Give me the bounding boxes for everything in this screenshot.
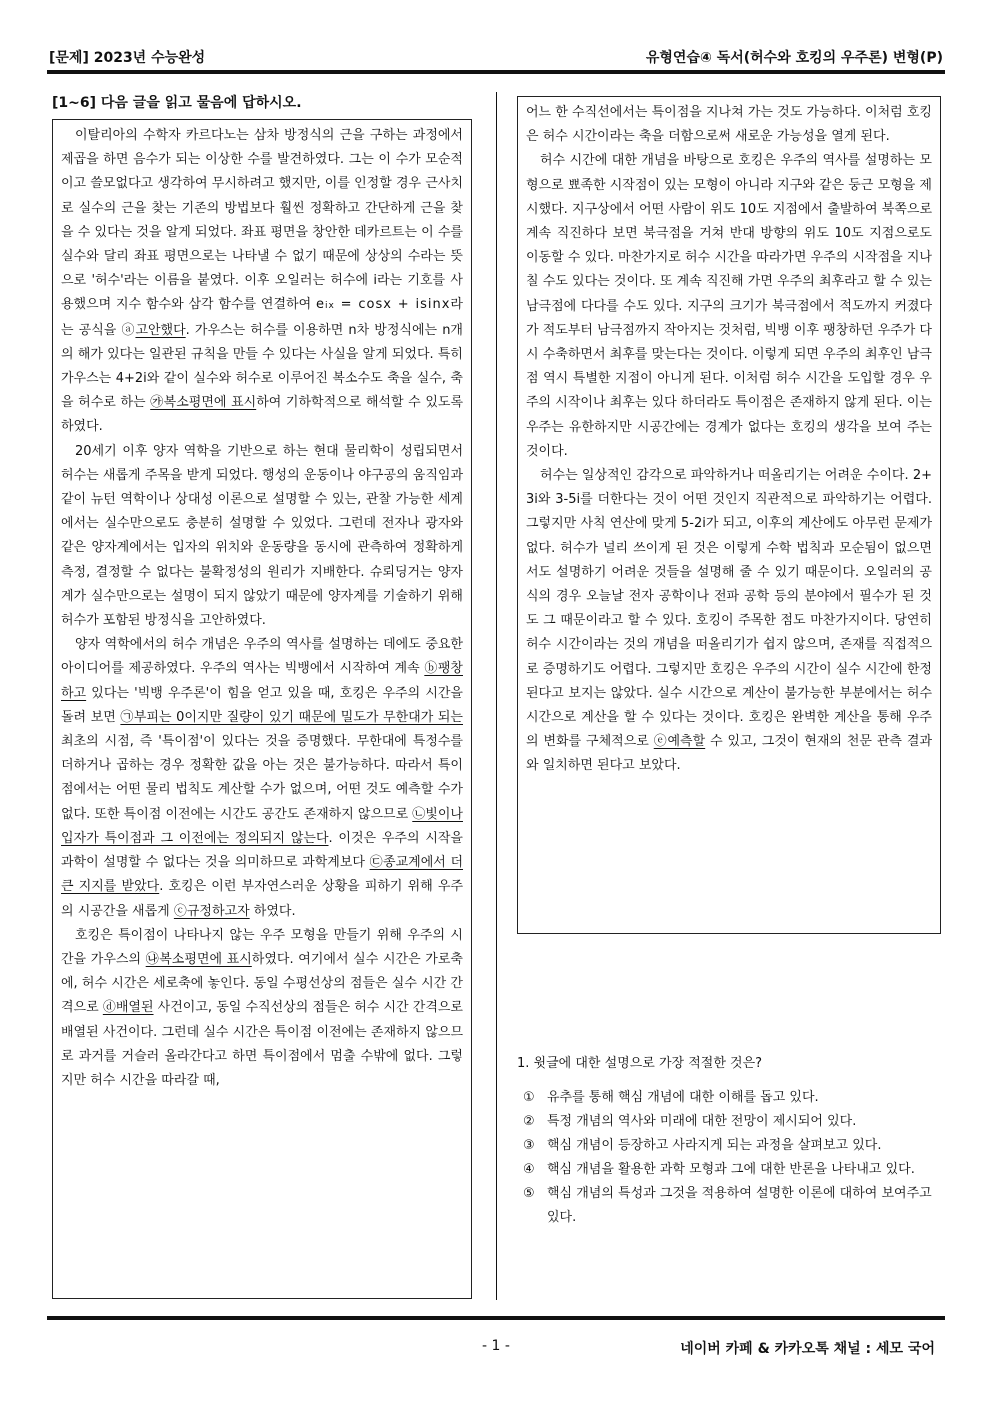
formula-exponent: ix <box>325 301 335 312</box>
column-divider <box>496 92 497 1300</box>
passage-paragraph-6 <box>526 464 932 779</box>
option-number: ② <box>523 1114 535 1129</box>
underlined-b: ⓑ팽창하고 <box>61 661 463 701</box>
paragraph-text: 하여 기하학적으로 해석할 수 있도록 하였다. <box>61 395 463 435</box>
paragraph-text: 수 있고, 그것이 현재의 천문 관측 결과와 일치하면 된다고 보았다. <box>526 734 932 774</box>
underlined-ga: ㉮복소평면에 표시 <box>150 395 257 411</box>
euler-formula <box>316 297 450 312</box>
paragraph-text: 이탈리아의 수학자 카르다노는 삼차 방정식의 근을 구하는 과정에서 제곱을 하면 음수가 되는 이상한 수를 발견하였다. 그는 이 수가 모순적이고 쓸모없다고 생각하여 무시하려고 했지만, 이를 인정할 경우 근사치로 실수의 근을 찾는 기존의 방법보다 훨씬 정확하고 간단하게 근을 찾을 수 있다는 것을 알게 되었다. 좌표 평면을 창안한 데카르트는 이 수를 실수와 달리 좌표 평면으로는 나타낼 수 없기 때문에 상상의 수라는 뜻으로 '허수'라는 이름을 붙였다. 이후 오일러는 허수에 i라는 기호를 사용했으며 지수 함수와 삼각 함수를 연결하여 <box>61 128 463 313</box>
paragraph-text: 하였다. <box>249 903 296 919</box>
paragraph-text: . 가우스는 허수를 이용하면 n차 방정식에는 n개의 해가 있다는 일관된 규칙을 만들 수 있다는 사실을 알게 되었다. 특히 가우스는 4+2i와 같이 실수와 허수로 이루어진 복소수도 축을 실수, 축을 허수로 하는 <box>61 322 463 411</box>
paragraph-text: 사건이고, 동일 수직선상의 점들은 허수 시간 간격으로 배열된 사건이다. 그런데 실수 시간은 특이점 이전에는 존재하지 않으므로 과거를 거슬러 올라간다고 하면 특이점에서 멈출 수밖에 없다. 그렇지만 허수 시간을 따라갈 때, <box>61 1000 463 1088</box>
option-number: ① <box>523 1090 535 1105</box>
answer-option-3[interactable] <box>523 1134 941 1158</box>
option-text: 핵심 개념을 활용한 과학 모형과 그에 대한 반론을 나타내고 있다. <box>547 1162 915 1177</box>
option-text: 핵심 개념이 등장하고 사라지게 되는 과정을 살펴보고 있다. <box>547 1138 882 1153</box>
marker-a: ⓐ <box>121 322 136 338</box>
option-number: ③ <box>523 1138 535 1153</box>
paragraph-text: 양자 역학에서의 허수 개념은 우주의 역사를 설명하는 데에도 중요한 아이디어를 제공하였다. 우주의 역사는 빅뱅에서 시작하여 계속 <box>61 637 463 677</box>
passage-paragraph-1 <box>61 124 463 440</box>
passage-paragraph-4 <box>61 924 463 1093</box>
header-title: [문제] 2023년 수능완성 <box>49 50 206 66</box>
header-subtitle: 유형연습④ 독서(허수와 호킹의 우주론) 변형(P) <box>645 50 943 66</box>
answer-option-4[interactable] <box>523 1158 941 1182</box>
paragraph-text: 라는 공식을 <box>61 297 463 338</box>
underlined-1: ㉠부피는 0이지만 질량이 있기 때문에 밀도가 무한대가 되는 <box>120 709 463 725</box>
passage-paragraph-3 <box>61 633 463 923</box>
footer-rule <box>47 1316 945 1320</box>
passage-box-left <box>52 119 472 1299</box>
paragraph-text: . 호킹은 이런 부자연스러운 상황을 피하기 위해 우주의 시공간을 새롭게 <box>61 879 464 919</box>
underlined-2: ㉡빛이나 입자가 특이점과 그 이전에는 정의되지 않는다 <box>61 806 463 846</box>
underlined-d: ⓓ배열된 <box>102 1000 154 1016</box>
answer-option-5[interactable] <box>523 1182 941 1230</box>
passage-paragraph-2: 20세기 이후 양자 역학을 기반으로 하는 현대 물리학이 성립되면서 허수는 새롭게 주목을 받게 되었다. 행성의 운동이나 야구공의 움직임과 같이 뉴턴 역학이나 상대성 이론으로 설명할 수 있는, 관찰 가능한 세계에서는 실수만으로도 충분히 설명할 수 있었다. 그런데 전자나 광자와 같은 양자계에서는 입자의 위치와 운동량을 동시에 관측하여 정확하게 측정, 결정할 수 없다는 불확정성의 원리가 지배한다. 슈뢰딩거는 양자계가 실수만으로는 설명이 되지 않았기 때문에 양자계를 기술하기 위해 허수가 포함된 방정식을 고안하였다. <box>61 443 463 629</box>
option-number: ④ <box>523 1162 535 1177</box>
page-number: - 1 - <box>482 1338 510 1354</box>
underlined-a: 고안했다 <box>135 322 186 338</box>
option-text: 특정 개념의 역사와 미래에 대한 전망이 제시되어 있다. <box>547 1114 857 1129</box>
paragraph-text: 허수는 일상적인 감각으로 파악하거나 떠올리기는 어려운 수이다. 2+3i와 3-5i를 더한다는 것이 어떤 것인지 직관적으로 파악하기는 어렵다. 그렇지만 사칙 연산에 맞게 5-2i가 되고, 이후의 계산에도 아무런 문제가 없다. 허수가 널리 쓰이게 된 것은 이렇게 수학 법칙과 모순됨이 없으면서도 설명하기 어려운 것들을 설명해 줄 수 있기 때문이다. 오일러의 공식의 경우 오늘날 전자 공학이나 전파 공학 등의 분야에서 필수가 된 것도 그 때문이라고 할 수 있다. 호킹이 주목한 점도 마찬가지이다. 당연히 허수 시간이라는 것의 개념을 떠올리기가 쉽지 않으며, 존재를 직접적으로 증명하기도 어렵다. 그렇지만 호킹은 우주의 시간이 실수 시간에 한정된다고 보지는 않았다. 실수 시간으로 계산이 불가능한 부분에서는 허수 시간으로 계산을 할 수 있다는 것이다. 호킹은 완벽한 계산을 통해 우주의 변화를 구체적으로 <box>526 468 932 750</box>
paragraph-text: 호킹은 특이점이 나타나지 않는 우주 모형을 만들기 위해 우주의 시간을 가우스의 <box>61 927 463 967</box>
option-text: 유추를 통해 핵심 개념에 대한 이해를 돕고 있다. <box>547 1090 819 1105</box>
underlined-3: ㉢종교계에서 더 큰 지지를 받았다 <box>61 855 464 895</box>
formula-base: e <box>316 297 325 313</box>
underlined-e: ⓔ예측할 <box>653 734 706 750</box>
paragraph-text: 있다는 '빅뱅 우주론'이 힘을 얻고 있을 때, 호킹은 우주의 시간을 돌려 보면 <box>61 685 463 725</box>
paragraph-text: 하였다. 여기에서 실수 시간은 가로축에, 허수 시간은 세로축에 놓인다. 동일 수평선상의 점들은 실수 시간 간격으로 <box>61 951 463 1016</box>
question-1 <box>517 1052 941 1230</box>
underlined-na: ㉯복소평면에 표시 <box>145 951 252 967</box>
passage-paragraph-4-continued: 어느 한 수직선에서는 특이점을 지나쳐 가는 것도 가능하다. 이처럼 호킹은 허수 시간이라는 축을 더함으로써 새로운 가능성을 열게 된다. <box>526 105 932 145</box>
passage-paragraph-5: 허수 시간에 대한 개념을 바탕으로 호킹은 우주의 역사를 설명하는 모형으로 뾰족한 시작점이 있는 모형이 아니라 지구와 같은 둥근 모형을 제시했다. 지구상에서 어떤 사람이 위도 10도 지점에서 출발하여 북쪽으로 계속 직진하다 보면 북극점을 거쳐 반대 방향의 위도 10도 지점으로도 이동할 수 있다. 마찬가지로 허수 시간을 따라가면 우주의 시작점을 지나칠 수도 있다는 것이다. 또 계속 직진해 가면 우주의 최후라고 할 수 있는 남극점에 다다를 수도 있다. 지구의 크기가 북극점에서 적도까지 커졌다가 적도부터 남극점까지 작아지는 것처럼, 빅뱅 이후 팽창하던 우주가 다시 수축하면서 최후를 맞는다는 것이다. 이렇게 되면 우주의 최후인 남극점 역시 특별한 지점이 아니게 된다. 이처럼 허수 시간을 도입할 경우 우주의 시작이나 최후는 있다 하더라도 특이점은 존재하지 않게 된다. 이는 우주는 유한하지만 시공간에는 경계가 없다는 호킹의 생각을 보여 주는 것이다. <box>526 153 932 459</box>
header-rule <box>47 70 945 74</box>
option-text: 핵심 개념의 특성과 그것을 적용하여 설명한 이론에 대하여 보여주고 있다. <box>547 1186 932 1225</box>
question-title: 1. 윗글에 대한 설명으로 가장 적절한 것은? <box>517 1056 763 1071</box>
answer-option-1[interactable] <box>523 1086 941 1110</box>
option-number: ⑤ <box>523 1186 535 1201</box>
formula-rhs: = cosx + isinx <box>340 297 451 313</box>
underlined-c: ⓒ규정하고자 <box>173 903 250 919</box>
instruction: [1~6] 다음 글을 읽고 물음에 답하시오. <box>52 95 302 111</box>
paragraph-text: . 이것은 우주의 시작을 과학이 설명할 수 없다는 것을 의미하므로 과학계보다 <box>61 830 463 871</box>
passage-box-right <box>517 96 941 934</box>
paragraph-text: 최초의 시점, 즉 '특이점'이 있다는 것을 증명했다. 무한대에 특정수를 더하거나 곱하는 경우 정확한 값을 아는 것은 불가능하다. 따라서 특이점에서는 어떤 물리 법칙도 계산할 수가 없으며, 어떤 것도 예측할 수가 없다. 또한 특이점 이전에는 시간도 공간도 존재하지 않으므로 <box>61 734 463 822</box>
footer-channel: 네이버 카페 & 카카오톡 채널 : 세모 국어 <box>680 1341 935 1357</box>
answer-option-2[interactable] <box>523 1110 941 1134</box>
